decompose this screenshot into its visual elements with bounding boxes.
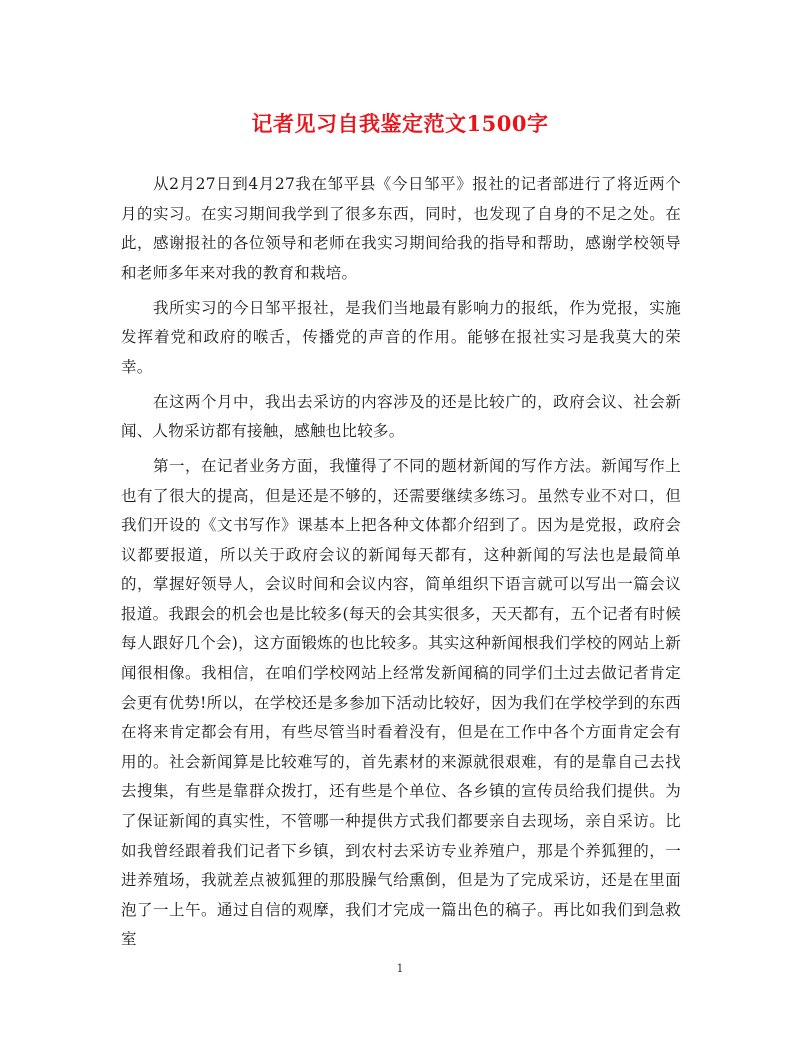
paragraph-3: 在这两个月中，我出去采访的内容涉及的还是比较广的，政府会议、社会新闻、人物采访都有接触，感触也比较多。: [121, 392, 681, 441]
paragraph-2: 我所实习的今日邹平报社，是我们当地最有影响力的报纸，作为党报，实施发挥着党和政府的喉舌，传播党的声音的作用。能够在报社实习是我莫大的荣幸。: [121, 298, 681, 376]
document-body: [121, 170, 681, 960]
page-number: 1: [396, 962, 404, 975]
paragraph-1: 从2月27日到4月27我在邹平县《今日邹平》报社的记者部进行了将近两个月的实习。在实习期间我学到了很多东西，同时，也发现了自身的不足之处。在此，感谢报社的各位领导和老师在我实习期间给我的指导和帮助，感谢学校领导和老师多年来对我的教育和栽培。: [121, 175, 681, 282]
document-title: 记者见习自我鉴定范文1500字: [251, 111, 549, 136]
paragraph-4: 第一，在记者业务方面，我懂得了不同的题材新闻的写作方法。新闻写作上也有了很大的提高，但是还是不够的，还需要继续多练习。虽然专业不对口，但我们开设的《文书写作》课基本上把各种文体都介绍到了。因为是党报，政府会议都要报道，所以关于政府会议的新闻每天都有，这种新闻的写法也是最简单的，掌握好领导人，会议时间和会议内容，简单组织下语言就可以写出一篇会议报道。我跟会的机会也是比较多(每天的会其实很多，天天都有，五个记者有时候每人跟好几个会)，这方面锻炼的也比较多。其实这种新闻根我们学校的网站上新闻很相像。我相信，在咱们学校网站上经常发新闻稿的同学们土过去做记者肯定会更有优势!所以，在学校还是多参加下活动比较好，因为我们在学校学到的东西在将来肯定都会有用，有些尽管当时看着没有，但是在工作中各个方面肯定会有用的。社会新闻算是比较难写的，首先素材的来源就很艰难，有的是靠自己去找去搜集，有些是靠群众拨打，还有些是个单位、各乡镇的宣传员给我们提供。为了保证新闻的真实性，不管哪一种提供方式我们都要亲自去现场，亲自采访。比如我曾经跟着我们记者下乡镇，到农村去采访专业养殖户，那是个养狐狸的，一进养殖场，我就差点被狐狸的那股臊气给熏倒，但是为了完成采访，还是在里面泡了一上午。通过自信的观摩，我们才完成一篇出色的稿子。再比如我们到急救室: [121, 456, 681, 949]
